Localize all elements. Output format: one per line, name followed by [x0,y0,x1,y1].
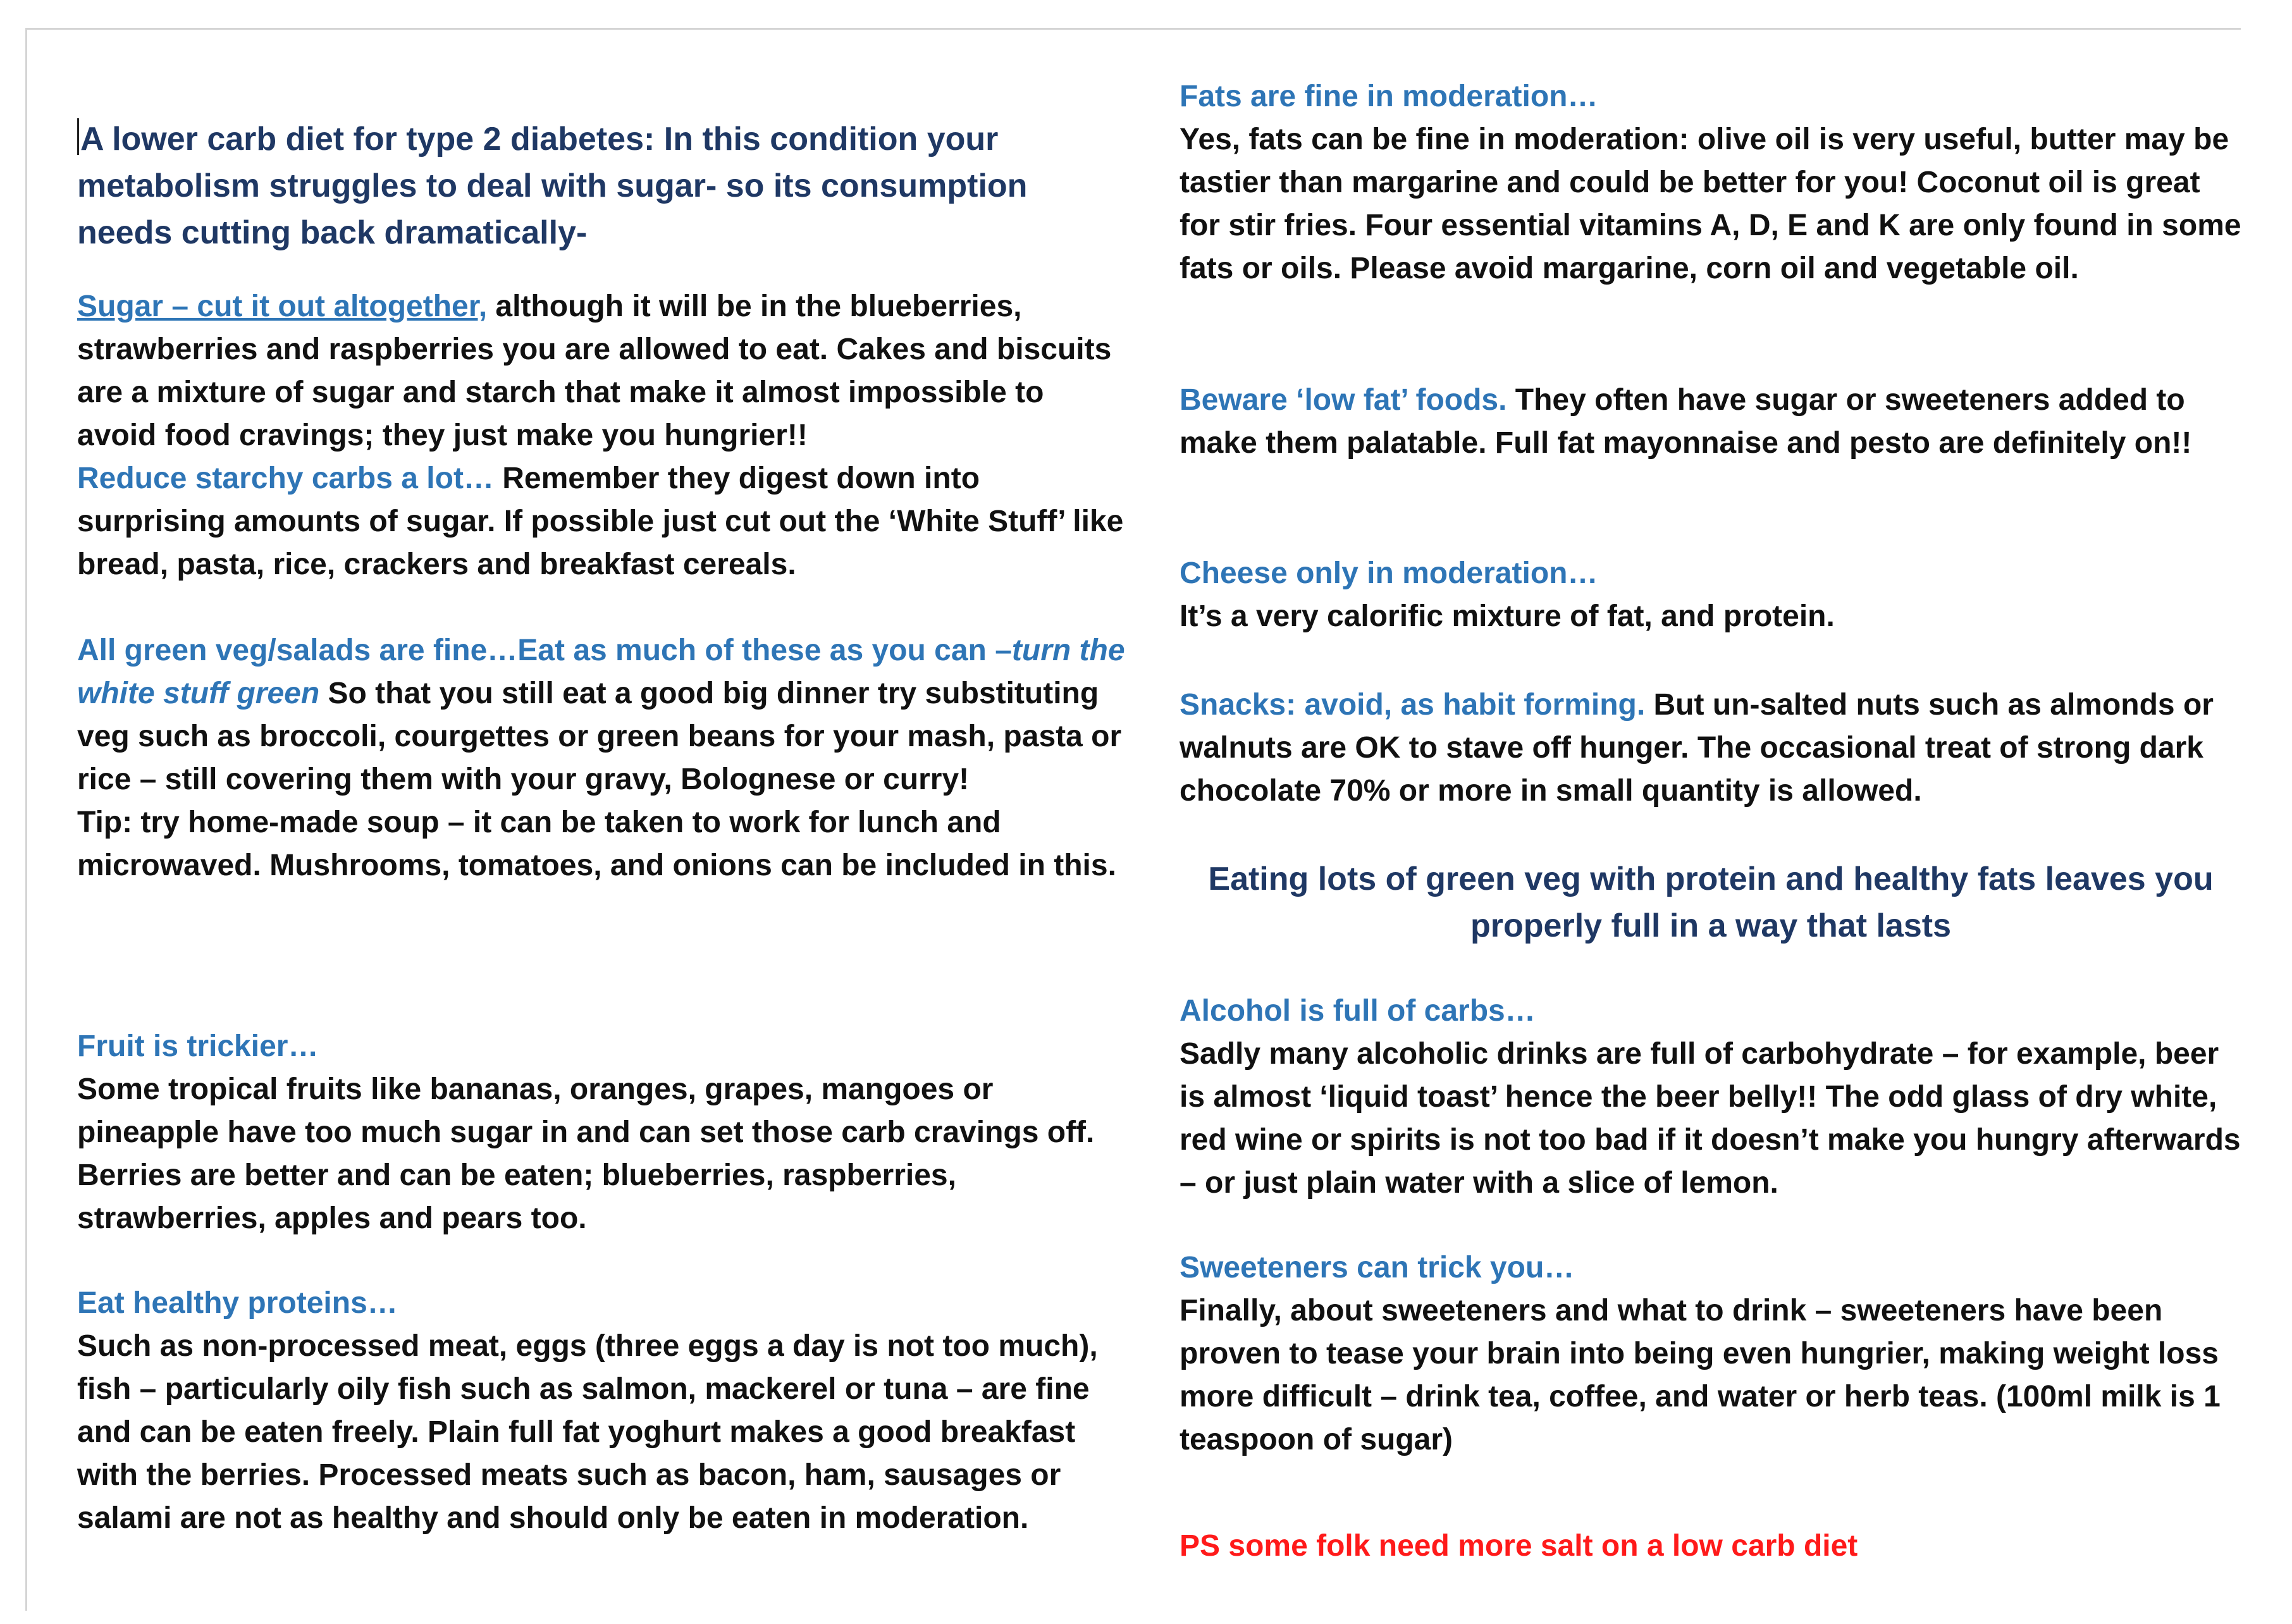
fats-section [1180,75,2242,290]
veg-section [77,629,1127,887]
starch-text: Remember they digest down into surprising amounts of sugar. If possible just cut out the ‘White Stuff’ like bread, pasta, rice, crackers and breakfast cereals. [77,462,1124,581]
snacks-text: But un-salted nuts such as almonds or walnuts are OK to stave off hunger. The occasional treat of strong dark chocolate 70% or more in small quantity is allowed. [1180,688,2214,808]
alcohol-text: Sadly many alcoholic drinks are full of carbohydrate – for example, beer is almost ‘liquid toast’ hence the beer belly!! The odd glass of dry white, red wine or spirits is not too bad if it doesn’t make you hungry afterwards – or just plain water with a slice of lemon. [1180,1037,2241,1200]
fats-heading: Fats are fine in moderation… [1180,80,1598,113]
lowfat-section [1180,379,2242,465]
veg-text: So that you still eat a good big dinner try substituting veg such as broccoli, courgettes or green beans for your mash, pasta or rice – still covering them with your gravy, Bolognese or curry! [77,677,1122,796]
cheese-text: It’s a very calorific mixture of fat, and protein. [1180,600,1835,633]
fruit-text: Some tropical fruits like bananas, oranges, grapes, mangoes or pineapple have too much sugar in and can set those carb cravings off. Berries are better and can be eaten; blueberries, raspberries, strawberries, apples and pears too. [77,1073,1095,1235]
sweeteners-section [1180,1246,2242,1461]
fruit-section [77,1025,1127,1240]
lowfat-heading: Beware ‘low fat’ foods. [1180,383,1507,417]
text-cursor [77,118,79,155]
alcohol-section [1180,990,2242,1205]
snacks-section [1180,684,2242,813]
sugar-heading[interactable]: Sugar – cut it out altogether, [77,290,488,323]
fats-text: Yes, fats can be fine in moderation: olive oil is very useful, butter may be tastier than margarine and could be better for you! Coconut oil is great for stir fries. Four essential vitamins A, D, E and K are only found in some fats or oils. Please avoid margarine, corn oil and vegetable oil. [1180,123,2241,285]
lowfat-text: They often have sugar or sweeteners added to make them palatable. Full fat mayonnaise and pesto are definitely on!! [1180,383,2192,460]
document-title: A lower carb diet for type 2 diabetes: In this condition your metabolism struggles to deal with sugar- so its consumption needs cutting back dramatically- [77,116,1127,256]
sweeteners-heading: Sweeteners can trick you… [1180,1251,1575,1284]
protein-text: Such as non-processed meat, eggs (three eggs a day is not too much), fish – particularly oily fish such as salmon, mackerel or tuna – are fine and can be eaten freely. Plain full fat yoghurt makes a good breakfast with the berries. Processed meats such as bacon, ham, sausages or salami are not as healthy and should only be eaten in moderation. [77,1329,1098,1535]
veg-heading: All green veg/salads are fine…Eat as much of these as you can – [77,634,1012,667]
fruit-heading: Fruit is trickier… [77,1030,319,1063]
sugar-text: although it will be in the blueberries, strawberries and raspberries you are allowed to eat. Cakes and biscuits are a mixture of sugar and starch that make it almost impossible to avoid food cravings; they just make you hungrier!! [77,290,1112,452]
alcohol-heading: Alcohol is full of carbs… [1180,994,1536,1028]
protein-heading: Eat healthy proteins… [77,1286,398,1320]
key-message: Eating lots of green veg with protein and healthy fats leaves you properly full in a way that lasts [1208,861,2214,944]
veg-heading-emphasis: turn the white stuff green [77,634,1125,710]
sugar-section [77,285,1127,586]
cheese-section [1180,552,2242,638]
cheese-heading: Cheese only in moderation… [1180,557,1598,590]
protein-section [77,1282,1127,1540]
tip-text: Tip: try home-made soup – it can be taken to work for lunch and microwaved. Mushrooms, tomatoes, and onions can be included in this. [77,806,1116,882]
snacks-heading: Snacks: avoid, as habit forming. [1180,688,1646,722]
ps-note: PS some folk need more salt on a low carb diet [1180,1529,1858,1563]
starch-heading: Reduce starchy carbs a lot… [77,462,494,495]
sweeteners-text: Finally, about sweeteners and what to drink – sweeteners have been proven to tease your brain into being even hungrier, making weight loss more difficult – drink tea, coffee, and water or herb teas. (100ml milk is 1 teaspoon of sugar) [1180,1294,2221,1456]
document-page [25,28,2241,1611]
